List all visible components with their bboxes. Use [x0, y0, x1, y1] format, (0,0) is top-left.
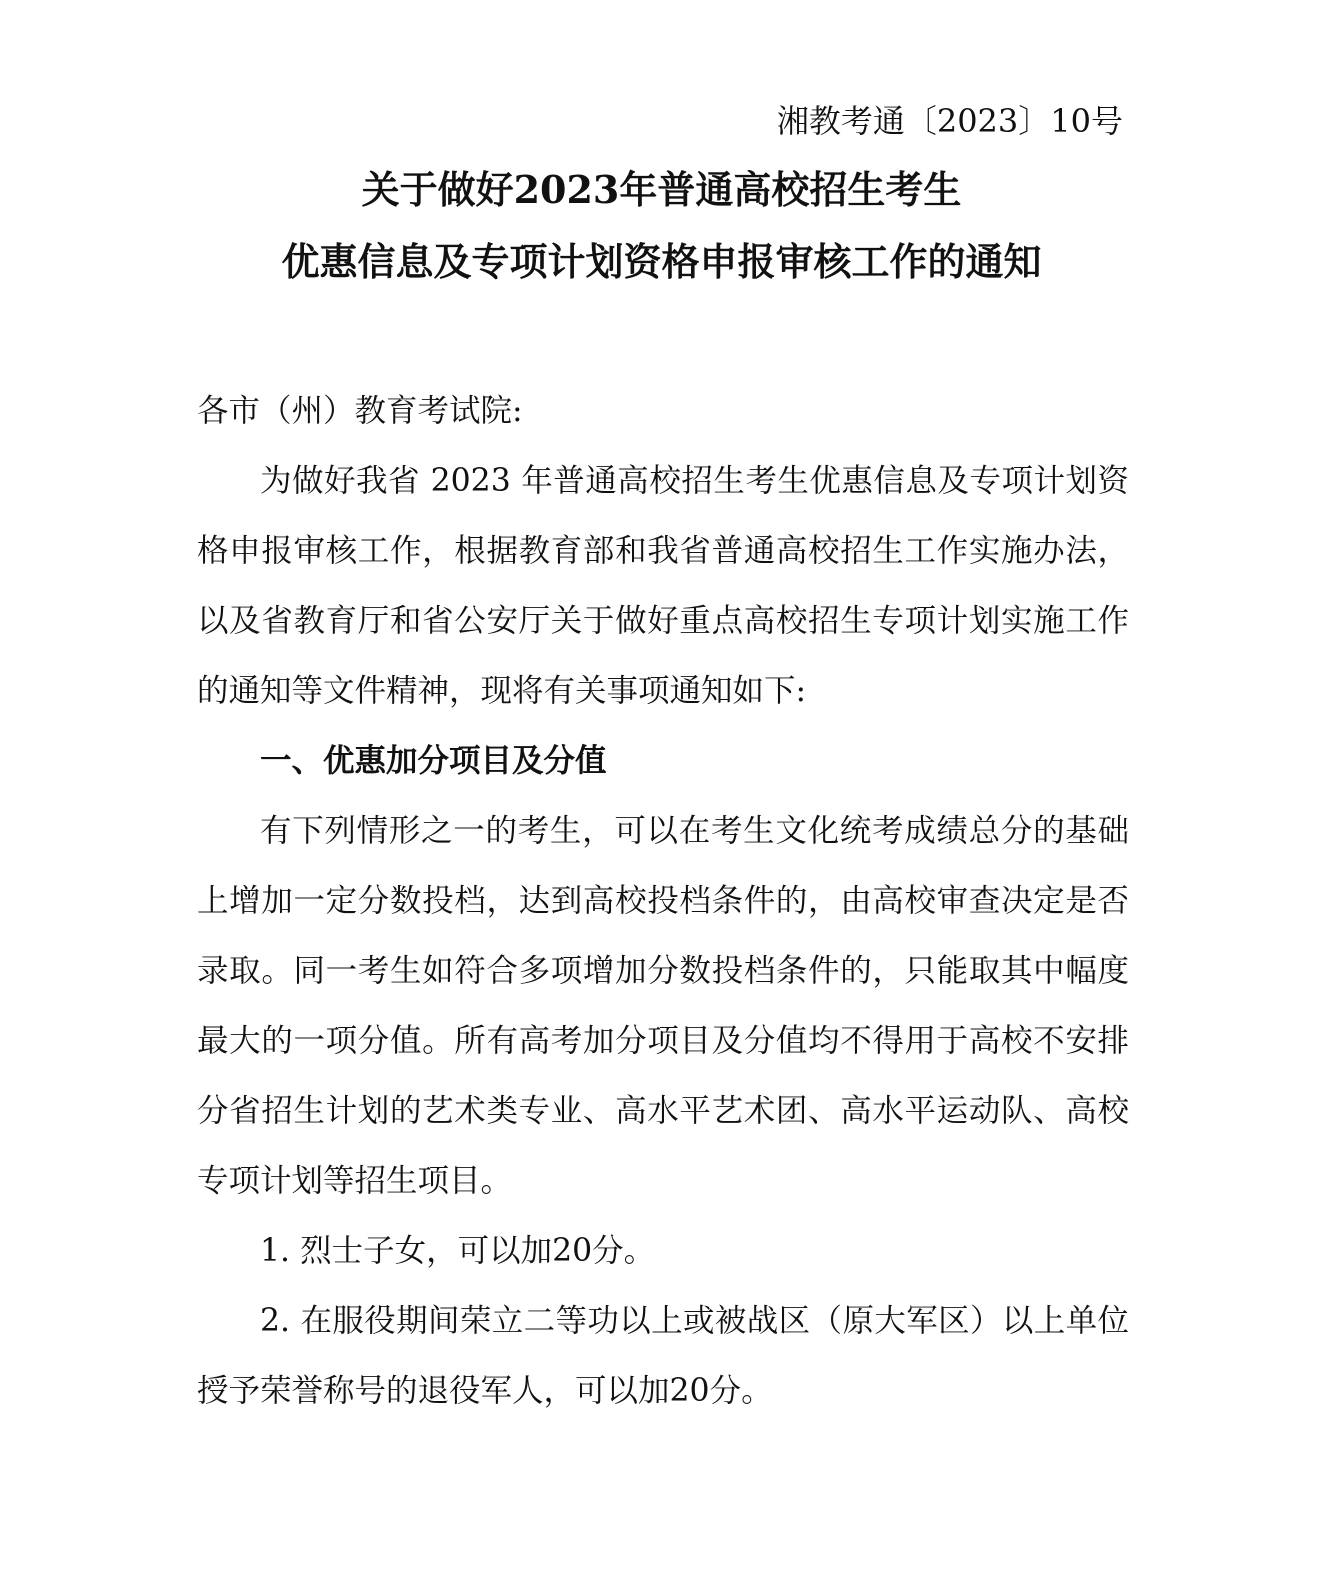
section-paragraph: 有下列情形之一的考生，可以在考生文化统考成绩总分的基础上增加一定分数投档，达到高校投档条件的，由高校审查决定是否录取。同一考生如符合多项增加分数投档条件的，只能取其中幅度最大的一项分值。所有高考加分项目及分值均不得用于高校不安排分省招生计划的艺术类专业、高水平艺术团、高水平运动队、高校专项计划等招生项目。 — [197, 813, 1129, 1199]
section-heading: 一、优惠加分项目及分值 — [260, 743, 607, 779]
document-number: 湘教考通〔2023〕10号 — [776, 102, 1123, 140]
intro-paragraph: 为做好我省 2023 年普通高校招生考生优惠信息及专项计划资格申报审核工作，根据教育部和我省普通高校招生工作实施办法，以及省教育厅和省公安厅关于做好重点高校招生专项计划实施工作的通知等文件精神，现将有关事项通知如下: — [197, 463, 1129, 709]
list-item: 2. 在服役期间荣立二等功以上或被战区（原大军区）以上单位授予荣誉称号的退役军人，可以加20分。 — [197, 1303, 1129, 1409]
list-item: 1. 烈士子女，可以加20分。 — [260, 1233, 656, 1269]
document-title-line-2: 优惠信息及专项计划资格申报审核工作的通知 — [281, 239, 1042, 284]
document-title-line-1: 关于做好2023年普通高校招生考生 — [361, 167, 962, 212]
document-body — [197, 376, 1129, 1426]
salutation: 各市（州）教育考试院: — [197, 393, 523, 429]
